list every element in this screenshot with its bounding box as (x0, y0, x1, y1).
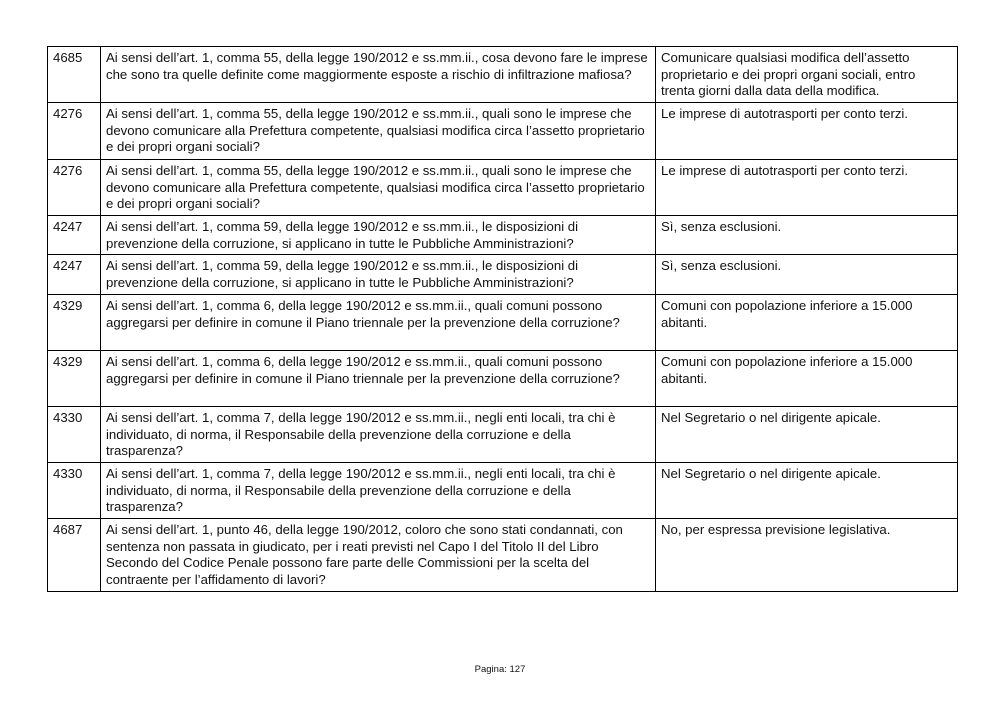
answer-text: Le imprese di autotrasporti per conto terzi. (656, 160, 958, 216)
table-row (48, 160, 958, 216)
question-text: Ai sensi dell’art. 1, comma 55, della legge 190/2012 e ss.mm.ii., quali sono le imprese che devono comunicare alla Prefettura competente, qualsiasi modifica circa l’assetto proprietario e dei propri organi sociali? (101, 160, 656, 216)
question-text: Ai sensi dell’art. 1, comma 6, della legge 190/2012 e ss.mm.ii., quali comuni possono aggregarsi per definire in comune il Piano triennale per la prevenzione della corruzione? (101, 295, 656, 351)
table-row (48, 407, 958, 463)
answer-text: Le imprese di autotrasporti per conto terzi. (656, 103, 958, 160)
answer-text: Nel Segretario o nel dirigente apicale. (656, 463, 958, 519)
question-text: Ai sensi dell’art. 1, comma 55, della legge 190/2012 e ss.mm.ii., quali sono le imprese che devono comunicare alla Prefettura competente, qualsiasi modifica circa l’assetto proprietario e dei propri organi sociali? (101, 103, 656, 160)
question-id: 4685 (48, 47, 101, 103)
answer-text: Sì, senza esclusioni. (656, 255, 958, 295)
question-id: 4330 (48, 463, 101, 519)
qa-table (47, 46, 958, 592)
table-row (48, 47, 958, 103)
page-number: Pagina: 127 (474, 664, 526, 675)
question-id: 4687 (48, 519, 101, 592)
question-text: Ai sensi dell’art. 1, comma 6, della legge 190/2012 e ss.mm.ii., quali comuni possono aggregarsi per definire in comune il Piano triennale per la prevenzione della corruzione? (101, 351, 656, 407)
question-text: Ai sensi dell’art. 1, comma 59, della legge 190/2012 e ss.mm.ii., le disposizioni di prevenzione della corruzione, si applicano in tutte le Pubbliche Amministrazioni? (101, 216, 656, 255)
answer-text: Comuni con popolazione inferiore a 15.000 abitanti. (656, 295, 958, 351)
question-id: 4276 (48, 160, 101, 216)
question-id: 4329 (48, 295, 101, 351)
question-text: Ai sensi dell’art. 1, comma 59, della legge 190/2012 e ss.mm.ii., le disposizioni di prevenzione della corruzione, si applicano in tutte le Pubbliche Amministrazioni? (101, 255, 656, 295)
table-row (48, 216, 958, 255)
question-id: 4247 (48, 255, 101, 295)
answer-text: Comunicare qualsiasi modifica dell’assetto proprietario e dei propri organi sociali, entro trenta giorni dalla data della modifica. (656, 47, 958, 103)
question-id: 4329 (48, 351, 101, 407)
question-text: Ai sensi dell’art. 1, comma 7, della legge 190/2012 e ss.mm.ii., negli enti locali, tra chi è individuato, di norma, il Responsabile della prevenzione della corruzione e della trasparenza? (101, 463, 656, 519)
question-text: Ai sensi dell’art. 1, comma 55, della legge 190/2012 e ss.mm.ii., cosa devono fare le imprese che sono tra quelle definite come maggiormente esposte a rischio di infiltrazione mafiosa? (101, 47, 656, 103)
table-row (48, 463, 958, 519)
table-row (48, 255, 958, 295)
table-row (48, 351, 958, 407)
question-id: 4247 (48, 216, 101, 255)
question-text: Ai sensi dell’art. 1, punto 46, della legge 190/2012, coloro che sono stati condannati, con sentenza non passata in giudicato, per i reati previsti nel Capo I del Titolo II del Libro Secondo del Codice Penale possono fare parte delle Commissioni per la scelta del contraente per l’affidamento di lavori? (101, 519, 656, 592)
answer-text: Sì, senza esclusioni. (656, 216, 958, 255)
answer-text: Comuni con popolazione inferiore a 15.000 abitanti. (656, 351, 958, 407)
answer-text: No, per espressa previsione legislativa. (656, 519, 958, 592)
table-row (48, 519, 958, 592)
question-id: 4330 (48, 407, 101, 463)
table-row (48, 103, 958, 160)
question-text: Ai sensi dell’art. 1, comma 7, della legge 190/2012 e ss.mm.ii., negli enti locali, tra chi è individuato, di norma, il Responsabile della prevenzione della corruzione e della trasparenza? (101, 407, 656, 463)
answer-text: Nel Segretario o nel dirigente apicale. (656, 407, 958, 463)
table-row (48, 295, 958, 351)
question-id: 4276 (48, 103, 101, 160)
